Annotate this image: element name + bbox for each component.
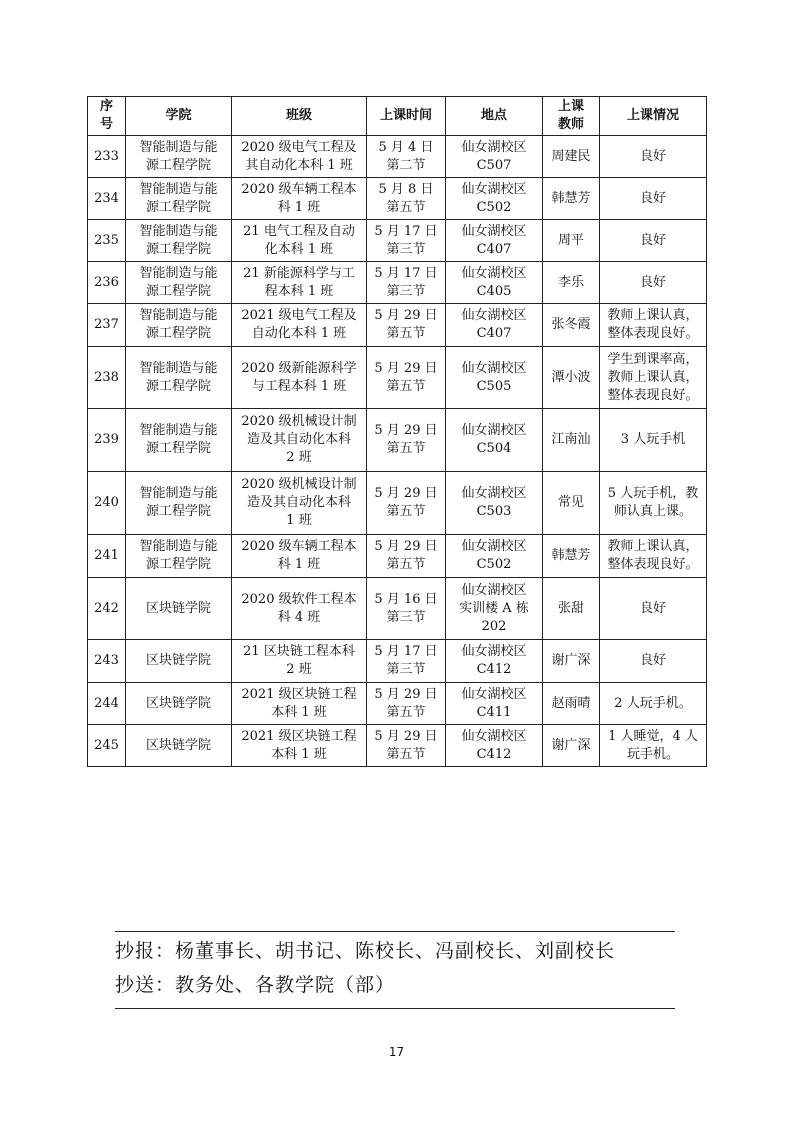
cell-time-line: 第五节	[386, 441, 426, 456]
cell-class	[232, 535, 367, 578]
cell-place-line: C507	[476, 157, 512, 173]
cell-class	[232, 178, 367, 220]
cell-no: 238	[88, 347, 126, 409]
cell-time	[367, 683, 446, 725]
cell-class	[232, 220, 367, 262]
cell-status-line: 玩手机。	[626, 746, 679, 762]
cc-report-recipients: 杨董事长、胡书记、陈校长、冯副校长、刘副校长	[175, 940, 616, 962]
cell-class-line: 21 电气工程及自动	[243, 223, 355, 239]
cell-place-line: 仙女湖校区	[461, 181, 527, 197]
cell-place-line: C502	[476, 199, 512, 215]
header-teacher: 上课 教师	[543, 97, 600, 136]
cell-status	[600, 683, 707, 725]
cell-college-line: 源工程学院	[145, 504, 211, 519]
cell-college-line: 智能制造与能	[139, 308, 218, 323]
cell-time-line: 5 月 17 日	[374, 265, 438, 281]
cell-college-line: 源工程学院	[145, 557, 211, 572]
cell-no: 233	[88, 136, 126, 178]
cell-place-line: 仙女湖校区	[461, 360, 527, 376]
cell-class-line: 2020 级机械设计制	[241, 477, 357, 492]
cell-status	[600, 304, 707, 347]
cell-place	[446, 304, 543, 347]
cell-status-line: 良好	[639, 600, 666, 616]
cell-teacher: 常见	[543, 472, 600, 535]
cell-college	[126, 409, 232, 472]
cell-class-line: 21 区块链工程本科	[243, 644, 355, 659]
cc-send-recipients: 教务处、各教学院（部）	[175, 974, 396, 996]
cell-college-line: 智能制造与能	[139, 181, 218, 197]
cell-time	[367, 535, 446, 578]
cell-status-line: 良好	[639, 274, 666, 290]
cell-place-line: C504	[476, 441, 512, 456]
cell-teacher: 周平	[543, 220, 600, 262]
cc-report-label: 抄报：	[115, 940, 176, 962]
cell-class	[232, 640, 367, 683]
cell-teacher: 韩慧芳	[543, 535, 600, 578]
cell-time-line: 第三节	[386, 283, 426, 299]
cell-place	[446, 178, 543, 220]
cell-class-line: 2 班	[286, 450, 312, 465]
page-number: 17	[388, 1045, 405, 1059]
header-college: 学院	[126, 97, 232, 136]
cell-time	[367, 262, 446, 304]
cell-status	[600, 640, 707, 683]
cell-status-line: 良好	[639, 653, 666, 668]
cell-time-line: 第五节	[386, 326, 426, 341]
cell-class-line: 2020 级新能源科学	[241, 360, 357, 376]
cell-status-line: 3 人玩手机	[620, 432, 686, 447]
cell-time-line: 5 月 29 日	[374, 728, 438, 744]
cell-college-line: 区块链学院	[145, 737, 211, 753]
table-row	[88, 347, 707, 409]
cc-bottom-rule	[115, 1008, 675, 1009]
cell-no: 244	[88, 683, 126, 725]
cell-college	[126, 535, 232, 578]
cell-time-line: 第五节	[386, 378, 426, 394]
cell-place	[446, 578, 543, 640]
cell-status	[600, 347, 707, 409]
cell-time	[367, 304, 446, 347]
cell-no: 237	[88, 304, 126, 347]
cell-status	[600, 220, 707, 262]
table-row	[88, 262, 707, 304]
cell-place-line: C407	[476, 241, 512, 257]
cell-place	[446, 725, 543, 767]
table-row	[88, 136, 707, 178]
cell-class-line: 1 班	[286, 513, 312, 528]
cell-time	[367, 220, 446, 262]
cell-place-line: 仙女湖校区	[461, 644, 527, 659]
cell-class-line: 2020 级车辆工程本	[241, 181, 357, 197]
cell-class-line: 本科 1 班	[271, 746, 327, 762]
cell-college	[126, 347, 232, 409]
cell-time	[367, 178, 446, 220]
table-row	[88, 683, 707, 725]
cell-class-line: 自动化本科 1 班	[251, 326, 347, 341]
cell-time-line: 5 月 29 日	[374, 308, 438, 323]
cell-class-line: 21 新能源科学与工	[243, 265, 355, 281]
cell-class-line: 2020 级车辆工程本	[241, 539, 357, 554]
cell-status	[600, 178, 707, 220]
cell-college	[126, 683, 232, 725]
cell-status-line: 1 人睡觉，4 人	[608, 728, 698, 744]
cell-no: 236	[88, 262, 126, 304]
cell-class-line: 造及其自动化本科	[246, 432, 351, 447]
cell-time	[367, 640, 446, 683]
cell-time-line: 5 月 29 日	[374, 486, 438, 501]
cell-college	[126, 220, 232, 262]
cell-no: 234	[88, 178, 126, 220]
cell-place-line: 仙女湖校区	[461, 139, 527, 155]
cell-class	[232, 409, 367, 472]
cell-college	[126, 136, 232, 178]
cell-class-line: 2020 级软件工程本	[241, 591, 357, 607]
cell-time-line: 5 月 29 日	[374, 686, 438, 702]
cell-place	[446, 640, 543, 683]
cell-place-line: 仙女湖校区	[461, 265, 527, 281]
cell-class-line: 与工程本科 1 班	[251, 378, 347, 394]
cell-class-line: 其自动化本科 1 班	[245, 157, 353, 173]
cell-college-line: 源工程学院	[145, 199, 211, 215]
cell-time-line: 5 月 4 日	[378, 139, 434, 155]
cell-college-line: 智能制造与能	[139, 360, 218, 376]
cell-place-line: C412	[476, 662, 512, 677]
cell-class	[232, 136, 367, 178]
cell-class-line: 2021 级区块链工程	[241, 728, 357, 744]
cell-status	[600, 578, 707, 640]
cell-no: 239	[88, 409, 126, 472]
cell-status-line: 2 人玩手机。	[614, 695, 692, 711]
table-header-row	[88, 97, 707, 136]
cell-status-line: 5 人玩手机，教	[607, 486, 699, 501]
cell-place	[446, 409, 543, 472]
header-no: 序 号	[88, 97, 126, 136]
cell-college-line: 源工程学院	[145, 157, 211, 173]
cell-place-line: C503	[476, 504, 512, 519]
cell-time	[367, 725, 446, 767]
cell-college-line: 源工程学院	[145, 441, 211, 456]
cell-class	[232, 725, 367, 767]
cell-no: 241	[88, 535, 126, 578]
cell-place-line: 仙女湖校区	[461, 686, 527, 702]
cell-class-line: 科 1 班	[277, 199, 321, 215]
cell-place	[446, 472, 543, 535]
cell-class	[232, 347, 367, 409]
cell-status	[600, 262, 707, 304]
cell-status-line: 良好	[639, 148, 666, 164]
cell-college	[126, 304, 232, 347]
cell-no: 240	[88, 472, 126, 535]
cell-time-line: 5 月 17 日	[374, 644, 438, 659]
cell-college-line: 智能制造与能	[139, 223, 218, 239]
header-place: 地点	[446, 97, 543, 136]
table-row	[88, 535, 707, 578]
cell-status-line: 教师上课认真，	[607, 369, 699, 385]
cell-place-line: 202	[481, 618, 507, 634]
cell-status-line: 整体表现良好。	[607, 387, 699, 403]
cell-no: 242	[88, 578, 126, 640]
cell-time-line: 5 月 17 日	[374, 223, 438, 239]
cell-teacher: 张甜	[543, 578, 600, 640]
cell-place-line: 仙女湖校区	[461, 308, 527, 323]
cc-top-rule	[115, 931, 675, 932]
cell-college-line: 智能制造与能	[139, 423, 218, 438]
header-class: 班级	[232, 97, 367, 136]
cell-time-line: 第五节	[386, 746, 426, 762]
cell-teacher: 张冬霞	[543, 304, 600, 347]
cell-time-line: 第五节	[386, 704, 426, 720]
table-row	[88, 178, 707, 220]
cell-teacher: 周建民	[543, 136, 600, 178]
cell-class-line: 2021 级电气工程及	[241, 308, 357, 323]
cell-college-line: 区块链学院	[145, 600, 211, 616]
cell-college	[126, 262, 232, 304]
table-row	[88, 409, 707, 472]
cell-place	[446, 683, 543, 725]
cell-college	[126, 725, 232, 767]
cell-teacher: 潭小波	[543, 347, 600, 409]
cell-college-line: 源工程学院	[145, 378, 211, 394]
cell-place	[446, 220, 543, 262]
cell-place-line: C405	[476, 283, 512, 299]
cell-status	[600, 409, 707, 472]
cell-time	[367, 472, 446, 535]
cell-class	[232, 683, 367, 725]
table-row	[88, 304, 707, 347]
cell-college	[126, 178, 232, 220]
cc-send-row	[115, 968, 675, 1002]
cell-class	[232, 578, 367, 640]
cell-status	[600, 725, 707, 767]
cc-block	[115, 934, 675, 1002]
cell-teacher: 谢广深	[543, 725, 600, 767]
cell-teacher: 江南汕	[543, 409, 600, 472]
table-row	[88, 472, 707, 535]
cell-no: 235	[88, 220, 126, 262]
cell-place-line: 实训楼 A 栋	[459, 600, 529, 616]
cell-place	[446, 535, 543, 578]
cell-status-line: 整体表现良好。	[607, 557, 699, 572]
cell-college-line: 区块链学院	[145, 653, 211, 668]
inspection-table	[87, 96, 707, 767]
cell-time	[367, 347, 446, 409]
cell-place-line: C407	[476, 326, 512, 341]
cell-status-line: 学生到课率高，	[607, 351, 699, 367]
cell-time-line: 5 月 29 日	[374, 539, 438, 554]
cell-class-line: 本科 1 班	[271, 704, 327, 720]
cell-time-line: 5 月 8 日	[378, 181, 434, 197]
cell-place	[446, 262, 543, 304]
cell-class-line: 造及其自动化本科	[246, 495, 351, 510]
header-time: 上课时间	[367, 97, 446, 136]
cell-place-line: 仙女湖校区	[461, 728, 527, 744]
cell-teacher: 谢广深	[543, 640, 600, 683]
cell-status-line: 良好	[639, 190, 666, 206]
cell-time-line: 第三节	[386, 241, 426, 257]
cell-class-line: 2 班	[286, 662, 312, 677]
cell-teacher: 赵雨晴	[543, 683, 600, 725]
cell-status-line: 师认真上课。	[613, 504, 692, 519]
cc-send-label: 抄送：	[115, 974, 176, 996]
cc-report-row	[115, 934, 675, 968]
cell-class	[232, 262, 367, 304]
cell-status	[600, 136, 707, 178]
table-row	[88, 640, 707, 683]
cell-class-line: 程本科 1 班	[264, 283, 334, 299]
cell-status-line: 整体表现良好。	[607, 326, 699, 341]
cell-time	[367, 578, 446, 640]
cell-college-line: 智能制造与能	[139, 539, 218, 554]
table-row	[88, 220, 707, 262]
cell-place-line: 仙女湖校区	[461, 423, 527, 438]
cell-place-line: 仙女湖校区	[461, 223, 527, 239]
cell-college-line: 源工程学院	[145, 241, 211, 257]
cell-time-line: 第五节	[386, 199, 426, 215]
cell-time-line: 5 月 16 日	[374, 591, 438, 607]
cell-status	[600, 535, 707, 578]
cell-time-line: 第二节	[386, 157, 426, 173]
cell-no: 245	[88, 725, 126, 767]
cell-college	[126, 640, 232, 683]
cell-college	[126, 578, 232, 640]
table-row	[88, 725, 707, 767]
cell-time-line: 5 月 29 日	[374, 360, 438, 376]
cell-status	[600, 472, 707, 535]
cell-time	[367, 136, 446, 178]
cell-class	[232, 304, 367, 347]
cell-time-line: 第五节	[386, 557, 426, 572]
cell-college-line: 源工程学院	[145, 283, 211, 299]
header-status: 上课情况	[600, 97, 707, 136]
cell-time-line: 5 月 29 日	[374, 423, 438, 438]
cell-place-line: 仙女湖校区	[461, 486, 527, 501]
cell-status-line: 良好	[639, 232, 666, 248]
cell-teacher: 韩慧芳	[543, 178, 600, 220]
cell-status-line: 教师上课认真，	[607, 308, 699, 323]
cell-college-line: 智能制造与能	[139, 486, 218, 501]
table-body	[88, 136, 707, 767]
cell-class-line: 科 1 班	[277, 557, 321, 572]
cell-class-line: 科 4 班	[277, 609, 321, 625]
cell-teacher: 李乐	[543, 262, 600, 304]
cell-class-line: 2021 级区块链工程	[241, 686, 357, 702]
cell-class-line: 化本科 1 班	[264, 241, 334, 257]
cell-place-line: 仙女湖校区	[461, 582, 527, 598]
cell-class-line: 2020 级电气工程及	[241, 139, 357, 155]
cell-no: 243	[88, 640, 126, 683]
cell-place-line: C502	[476, 557, 512, 572]
table-row	[88, 578, 707, 640]
cell-class-line: 2020 级机械设计制	[241, 414, 357, 429]
cell-college-line: 智能制造与能	[139, 265, 218, 281]
cell-college-line: 源工程学院	[145, 326, 211, 341]
cell-place-line: C411	[476, 704, 512, 720]
cell-status-line: 教师上课认真，	[607, 539, 699, 554]
cell-college	[126, 472, 232, 535]
cell-class	[232, 472, 367, 535]
cell-college-line: 智能制造与能	[139, 139, 218, 155]
cell-place-line: C412	[476, 746, 512, 762]
cell-place-line: C505	[476, 378, 512, 394]
cell-place	[446, 347, 543, 409]
cell-time-line: 第三节	[386, 609, 426, 625]
cell-time-line: 第五节	[386, 504, 426, 519]
cell-college-line: 区块链学院	[145, 695, 211, 711]
cell-time	[367, 409, 446, 472]
cell-place	[446, 136, 543, 178]
cell-place-line: 仙女湖校区	[461, 539, 527, 554]
cell-time-line: 第三节	[386, 662, 426, 677]
